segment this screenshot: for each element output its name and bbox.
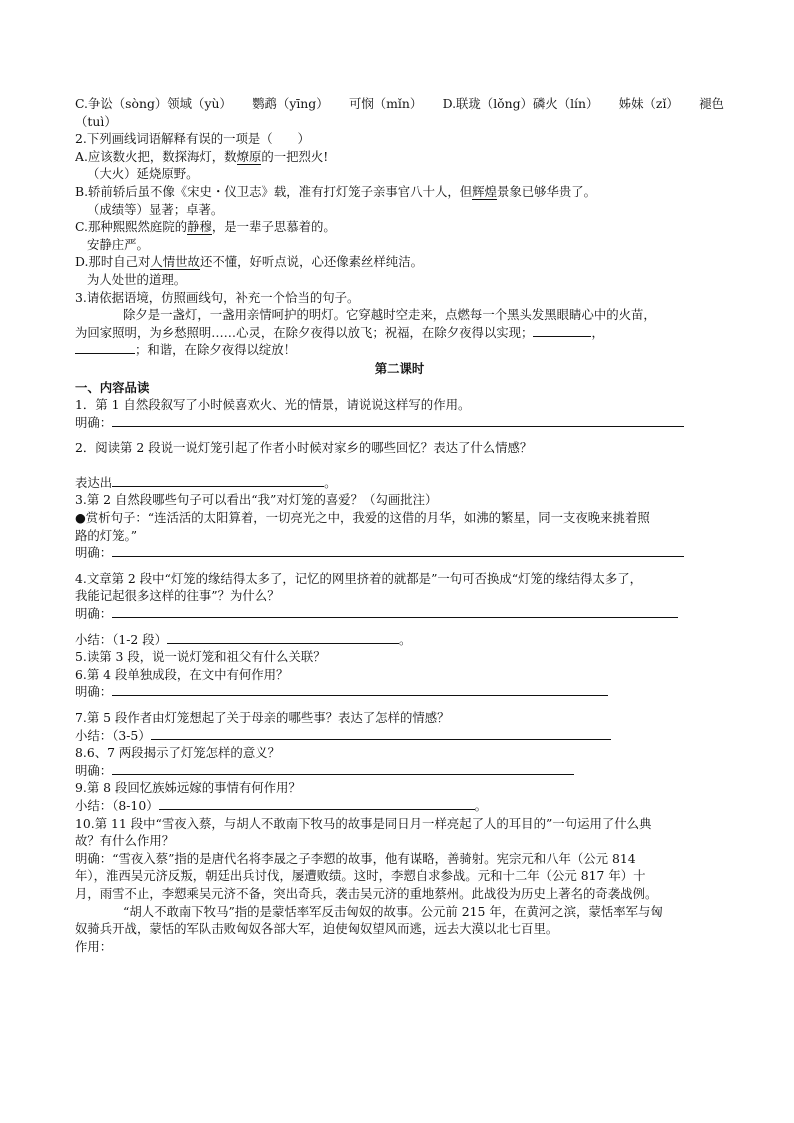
answer-3-line: 明确：: [75, 544, 724, 562]
answer-2-blank[interactable]: [112, 474, 324, 487]
answer-10-line4: “胡人不敢南下牧马”指的是蒙恬率军反击匈奴的故事。公元前 215 年，在黄河之滨，蒙恬率军与匈: [123, 903, 663, 919]
q1-c-part-b: 鹦鹉（yīng）: [252, 96, 329, 111]
q3-stem: 3.请依据语境，仿照画线句，补充一个恰当的句子。: [75, 289, 360, 305]
q3-passage-line2: 为回家照明，为乡愁照明……心灵，在除夕夜得以放飞；祝福，在除夕夜得以实现； ，: [75, 324, 604, 340]
question-6: 6.第 4 段单独成段，在文中有何作用？: [75, 666, 289, 682]
q1-d-part-e: 姊妹（zǐ）: [618, 96, 679, 111]
question-3: 3.第 2 自然段哪些句子可以看出“我”对灯笼的喜爱？（勾画批注）: [75, 492, 438, 508]
answer-1-blank[interactable]: [112, 414, 684, 427]
answer-4-blank[interactable]: [112, 605, 678, 618]
underlined-word-d: 人情世故: [150, 254, 200, 270]
answer-4-line: 明确：: [75, 605, 724, 623]
answer-10-line5: 奴骑兵开战，蒙恬的军队击败匈奴各部大军，迫使匈奴望风而逃，远去大漠以北七百里。: [75, 921, 559, 937]
q3-blank-1[interactable]: [533, 324, 591, 337]
q2-stem: 2.下列画线词语解释有误的一项是（ ）: [75, 131, 310, 147]
question-1: 1．第 1 自然段叙写了小时候喜欢火、光的情景，请说说这样写的作用。: [75, 397, 471, 413]
answer-10-line1: 明确：“雪夜入蔡”指的是唐代名将李晟之子李愬的故事，他有谋略，善骑射。宪宗元和八年（公元 814: [75, 850, 636, 866]
section-content-reading: 一、内容品读: [75, 379, 150, 395]
q2-option-c-explain: 安静庄严。: [87, 236, 149, 252]
appreciate-sentence-line2: 路的灯笼。”: [75, 527, 138, 543]
underlined-word-a: 燎原: [236, 148, 262, 164]
summary-3-blank[interactable]: [159, 797, 475, 810]
q3-blank-2[interactable]: [75, 341, 135, 354]
answer-6-blank[interactable]: [112, 683, 608, 696]
appreciate-sentence-line1: ●赏析句子：“连活活的太阳算着，一切亮光之中，我爱的这借的月华，如沸的繁星，同一支夜晚来挑着照: [75, 510, 650, 526]
q2-option-d: D.那时自己对人情世故还不懂，好听点说，心还像素丝样纯洁。: [75, 254, 423, 270]
q1-c-part-c: 可悯（mǐn）: [348, 96, 423, 111]
underlined-word-b: 辉煌: [472, 183, 497, 199]
question-9: 9.第 8 段回忆族姊远嫁的事情有何作用？: [75, 780, 301, 796]
question-10-line1: 10.第 11 段中“雪夜入蔡，与胡人不敢南下牧马的故事是同日月一样亮起了人的耳目的”一句运用了什么典: [75, 815, 652, 831]
question-5: 5.读第 3 段，说一说灯笼和祖父有什么关联？: [75, 649, 326, 665]
question-2: 2．阅读第 2 段说一说灯笼引起了作者小时候对家乡的哪些回忆？表达了什么情感？: [75, 440, 533, 456]
q1-option-d-part: D.联珑（lǒng）磷火（lín）: [442, 96, 599, 111]
q3-passage-line3: ；和谐，在除夕夜得以绽放！: [75, 341, 724, 359]
q2-option-a: A.应该数火把，数探海灯，数燎原的一把烈火!: [75, 148, 329, 164]
q1-option-c-line: [75, 95, 724, 113]
question-10-line2: 故？有什么作用？: [75, 833, 175, 849]
summary-3-line: 小结：（8-10） 。: [75, 797, 487, 813]
summary-1-line: 小结：（1-2 段） 。: [75, 631, 412, 647]
q3-passage-line1: 除夕是一盏灯，一盏用亲情呵护的明灯。它穿越时空走来，点燃每一个黑头发黑眼睛心中的火苗，: [123, 307, 656, 323]
q1-d-part-f: 褪色: [699, 96, 724, 111]
underlined-word-c: 静穆: [187, 219, 212, 235]
q1-c-part-a: C.争讼（sòng）领域（yù）: [75, 96, 232, 111]
q2-option-a-explain: （大火）延烧原野。: [87, 166, 199, 182]
q1-d-continuation: （tuì）: [75, 113, 117, 129]
answer-1-line: 明确：: [75, 414, 724, 432]
question-7: 7.第 5 段作者由灯笼想起了关于母亲的哪些事？表达了怎样的情感？: [75, 710, 450, 725]
lesson-2-title: 第二课时: [374, 360, 425, 376]
question-4-line2: 我能记起很多这样的往事”？为什么？: [75, 588, 280, 604]
question-4-line1: 4.文章第 2 段中“灯笼的缘结得太多了，记忆的网里挤着的就都是”一句可否换成“灯笼的缘结得太多了，: [75, 570, 642, 586]
answer-8-line: 明确：: [75, 762, 724, 780]
answer-10-function-label: 作用：: [75, 938, 113, 954]
answer-3-blank[interactable]: [112, 544, 684, 557]
answer-10-line2: 年），淮西吴元济反叛，朝廷出兵讨伐，屡遭败绩。这时，李愬自求参战。元和十二年（公元 817 年）十: [75, 868, 646, 884]
summary-2-blank[interactable]: [151, 727, 611, 740]
q2-option-d-explain: 为人处世的道理。: [87, 271, 187, 287]
summary-1-blank[interactable]: [167, 631, 399, 644]
answer-8-blank[interactable]: [112, 762, 574, 775]
answer-2-line: 表达出 。: [75, 474, 337, 490]
q2-option-b: B.轿前轿后虽不像《宋史・仪卫志》载，准有打灯笼子亲事官八十人，但辉煌景象已够华贵了。: [75, 183, 597, 199]
summary-2-line: 小结：（3-5）: [75, 727, 724, 745]
question-8: 8.6、7 两段揭示了灯笼怎样的意义？: [75, 745, 280, 761]
q2-option-b-explain: （成绩等）显著；卓著。: [87, 201, 224, 217]
q2-option-c: C.那种熙熙然庭院的静穆，是一辈子思慕着的。: [75, 219, 336, 235]
answer-6-line: 明确：: [75, 683, 724, 701]
answer-10-line3: 月，雨雪不止，李愬乘吴元济不备，突出奇兵，袭击吴元济的重地蔡州。此战役为历史上著名的奇袭战例。: [75, 885, 658, 901]
